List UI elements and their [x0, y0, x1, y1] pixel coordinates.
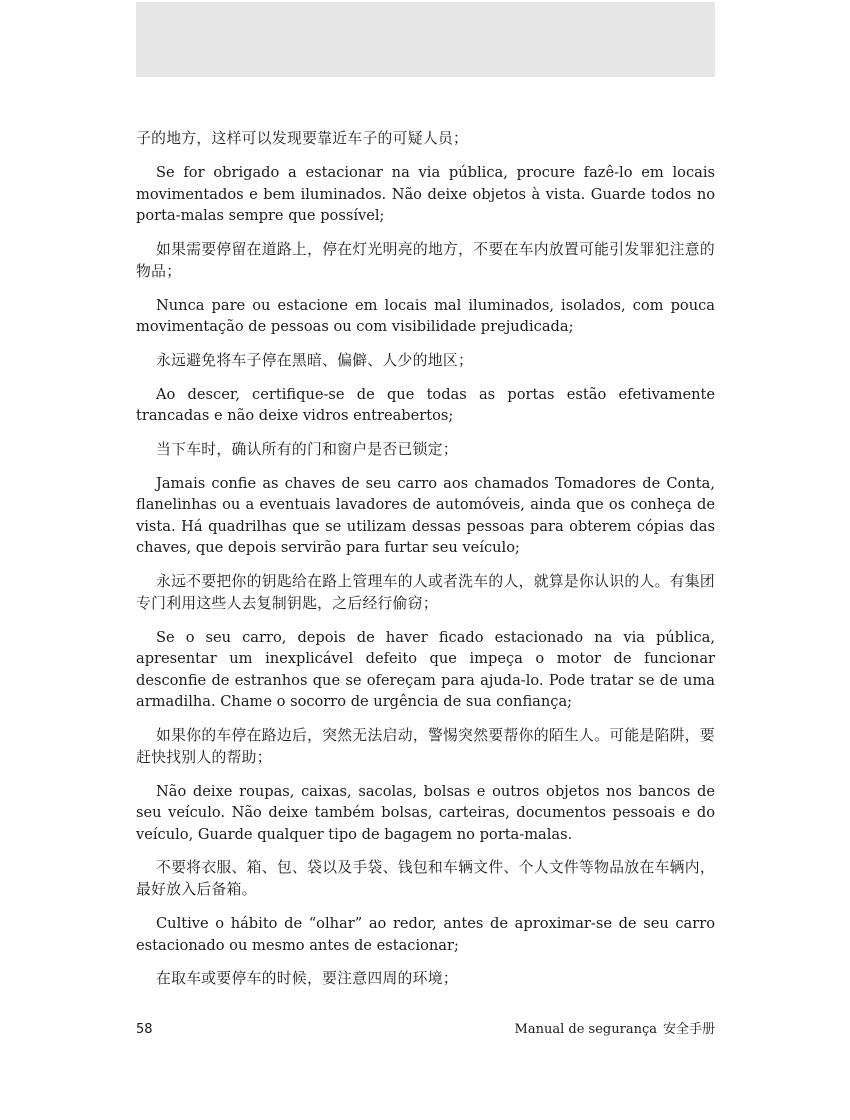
page-footer: [136, 1019, 715, 1041]
page-number: 58: [136, 1022, 153, 1037]
paragraph-zh-look-around: 在取车或要停车的时候，要注意四周的环境；: [156, 970, 458, 987]
paragraph-zh-avoid-dark-places: 永远避免将车子停在黑暗、偏僻、人少的地区；: [156, 351, 474, 369]
running-title-pt: Manual de segurança: [514, 1022, 657, 1037]
paragraph-zh-park-public-road: 如果需要停留在道路上，停在灯光明亮的地方，不要在车内放置可能引发罪犯注意的物品；: [136, 240, 715, 280]
paragraph-zh-car-keys: 永远不要把你的钥匙给在路上管理车的人或者洗车的人，就算是你认识的人。有集团专门利用这些人去复制钥匙，之后经行偷窃；: [136, 572, 715, 612]
paragraph-pt-car-keys: Jamais confie as chaves de seu carro aos chamados Tomadores de Conta, flanelinhas ou a eventuais lavadores de automóveis, ainda que os conheça de vista. Há quadrilhas que se utilizam dessas pessoas para obterem cópias das chaves, que depois servirão para furtar seu veículo;: [136, 474, 715, 556]
paragraph-pt-lock-doors: Ao descer, certifique-se de que todas as portas estão efetivamente trancadas e não deixe vidros entreabertos;: [136, 385, 715, 424]
paragraph-zh-belongings: 不要将衣服、箱、包、袋以及手袋、钱包和车辆文件、个人文件等物品放在车辆内，最好放入后备箱。: [136, 859, 715, 898]
paragraph-pt-belongings: Não deixe roupas, caixas, sacolas, bolsas e outros objetos nos bancos de seu veículo. Não deixe também bolsas, carteiras, documentos pessoais e do veículo, Guarde qualquer tipo de bagagem no porta-malas.: [136, 782, 715, 843]
paragraph-pt-avoid-dark-places: Nunca pare ou estacione em locais mal iluminados, isolados, com pouca movimentação de pessoas ou com visibilidade prejudicada;: [136, 296, 715, 335]
paragraph-zh-lock-doors: 当下车时，确认所有的门和窗户是否已锁定；: [156, 440, 458, 458]
paragraph-zh-continuation: 子的地方，这样可以发现要靠近车子的可疑人员；: [136, 130, 469, 147]
paragraph-pt-park-public-road: Se for obrigado a estacionar na via pública, procure fazê-lo em locais movimentados e bem iluminados. Não deixe objetos à vista. Guarde todos no porta-malas sempre que possível;: [136, 164, 715, 224]
paragraph-pt-look-around: Cultive o hábito de “olhar” ao redor, antes de aproximar-se de seu carro estacionado ou mesmo antes de estacionar;: [136, 915, 715, 954]
paragraph-pt-engine-trap: Se o seu carro, depois de haver ficado estacionado na via pública, apresentar um inexplicável defeito que impeça o motor de funcionar desconfie de estranhos que se ofereçam para ajuda-lo. Pode tratar se de uma armadilha. Chame o socorro de urgência de sua confiança;: [136, 628, 715, 710]
header-placeholder-band: [136, 2, 715, 77]
running-title: [515, 1019, 715, 1041]
running-title-zh: 安全手册: [662, 1022, 715, 1037]
paragraph-zh-engine-trap: 如果你的车停在路边后，突然无法启动，警惕突然要帮你的陌生人。可能是陷阱，要赶快找别人的帮助；: [136, 726, 715, 766]
page-body: [136, 128, 715, 1002]
